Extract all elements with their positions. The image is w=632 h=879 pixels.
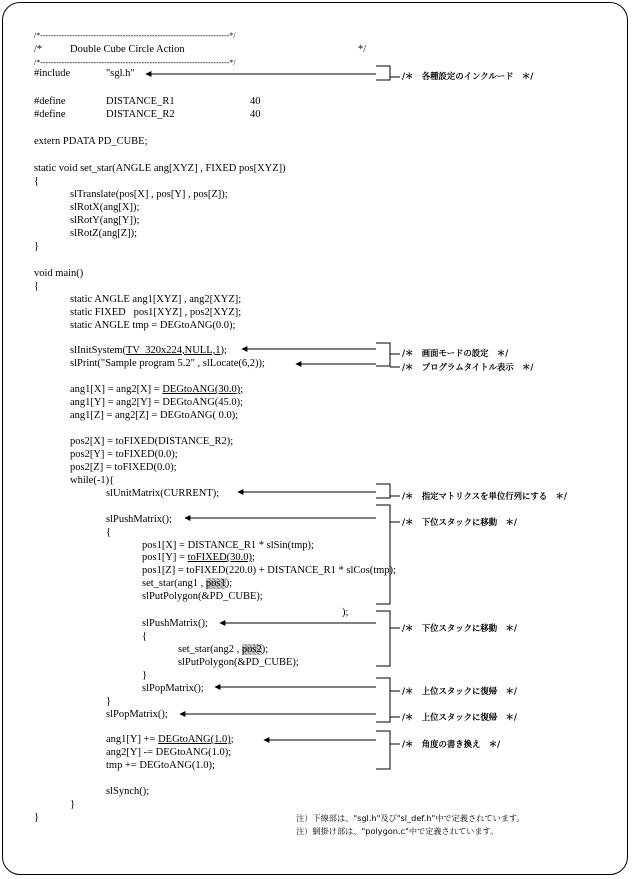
code-line: } bbox=[34, 241, 40, 252]
header-comment-close: */ bbox=[358, 44, 367, 55]
annotation-init: /＊ 画面モードの設定 ＊/ bbox=[402, 348, 509, 358]
define2-keyword: #define bbox=[34, 109, 66, 120]
annotation-print: /＊ プログラムタイトル表示 ＊/ bbox=[402, 362, 534, 372]
code-line: slPutPolygon(&PD_CUBE); bbox=[142, 591, 263, 602]
code-line: static void set_star(ANGLE ang[XYZ] , FIXED pos[XYZ]) bbox=[34, 163, 286, 174]
annotation-push2: /＊ 下位スタックに移動 ＊/ bbox=[402, 623, 517, 633]
code-line: ang1[Z] = ang2[Z] = DEGtoANG( 0.0); bbox=[70, 410, 239, 421]
code-line: pos1[X] = DISTANCE_R1 * slSin(tmp); bbox=[142, 540, 314, 551]
code-line: pos2[Y] = toFIXED(0.0); bbox=[70, 449, 178, 460]
init-system-call: slInitSystem( bbox=[70, 345, 127, 356]
code-line: slTranslate(pos[X] , pos[Y] , pos[Z]); bbox=[70, 189, 228, 200]
code-line: ang1[Y] = ang2[Y] = DEGtoANG(45.0); bbox=[70, 397, 244, 408]
code-line: } bbox=[106, 696, 112, 707]
stray-close: ); bbox=[342, 607, 349, 618]
pop-matrix-line: slPopMatrix(); bbox=[106, 709, 168, 720]
pos1-y-line: pos1[Y] = toFIXED(30.0); bbox=[142, 552, 255, 563]
while-line: while(-1){ bbox=[70, 475, 115, 486]
define1-value: 40 bbox=[250, 96, 261, 107]
annotation-unit: /＊ 指定マトリクスを単位行列にする ＊/ bbox=[402, 491, 567, 501]
pop-matrix-line: slPopMatrix(); bbox=[142, 683, 204, 694]
push2-callout-bracket bbox=[376, 611, 390, 666]
init-system-end: ); bbox=[220, 345, 227, 356]
set-star2-line: set_star(ang2 , pos2); bbox=[178, 644, 269, 655]
synch-line: slSynch(); bbox=[106, 786, 150, 797]
code-line: pos2[Z] = toFIXED(0.0); bbox=[70, 462, 177, 473]
code-line: { bbox=[142, 631, 148, 642]
print-line: slPrint("Sample program 5.2" , slLocate(6,2)); bbox=[70, 358, 265, 369]
ang-x-underlined: DEGtoANG(30.0) bbox=[162, 384, 241, 395]
main-signature: void main() bbox=[34, 268, 84, 279]
pos1-y-underlined: toFIXED(30.0) bbox=[187, 552, 253, 563]
annotation-angle: /＊ 角度の書き換え ＊/ bbox=[402, 739, 501, 749]
page-title: Double Cube Circle Action bbox=[70, 44, 185, 55]
push-matrix-line: slPushMatrix(); bbox=[106, 514, 172, 525]
init-system-line bbox=[70, 345, 227, 357]
code-line: pos1[Z] = toFIXED(220.0) + DISTANCE_R1 * slCos(tmp); bbox=[142, 565, 396, 576]
code-line: slRotX(ang[X]); bbox=[70, 202, 140, 213]
code-line: tmp += DEGtoANG(1.0); bbox=[106, 760, 215, 771]
code-line: ang2[Y] -= DEGtoANG(1.0); bbox=[106, 747, 232, 758]
annotation-push1: /＊ 下位スタックに移動 ＊/ bbox=[402, 517, 517, 527]
include-keyword: #include bbox=[34, 68, 71, 79]
define1-keyword: #define bbox=[34, 96, 66, 107]
code-line: static ANGLE ang1[XYZ] , ang2[XYZ]; bbox=[70, 294, 242, 305]
include-file: "sgl.h" bbox=[106, 68, 135, 79]
push-matrix-line: slPushMatrix(); bbox=[142, 618, 208, 629]
code-line: slPutPolygon(&PD_CUBE); bbox=[178, 657, 299, 668]
ang-x-line: ang1[X] = ang2[X] = DEGtoANG(30.0); bbox=[70, 384, 244, 395]
code-line: pos2[X] = toFIXED(DISTANCE_R2); bbox=[70, 436, 234, 447]
ang1-underlined: DEGtoANG(1.0) bbox=[158, 734, 231, 745]
define2-name: DISTANCE_R2 bbox=[106, 109, 175, 120]
define1-name: DISTANCE_R1 bbox=[106, 96, 175, 107]
ang1-update-line: ang1[Y] += DEGtoANG(1.0); bbox=[106, 734, 234, 745]
include-callout-bracket bbox=[376, 66, 390, 80]
unit-callout-bracket bbox=[376, 484, 390, 498]
code-line: { bbox=[34, 176, 40, 187]
set-star1-line: set_star(ang1 , pos1); bbox=[142, 578, 233, 589]
header-rule-bottom: /*-----------------------------------------------------------------------*/ bbox=[34, 58, 236, 67]
define2-value: 40 bbox=[250, 109, 261, 120]
annotation-pop1: /＊ 上位スタックに復帰 ＊/ bbox=[402, 712, 517, 722]
code-line: } bbox=[70, 799, 76, 810]
code-line: { bbox=[34, 281, 40, 292]
annotation-pop2: /＊ 上位スタックに復帰 ＊/ bbox=[402, 686, 517, 696]
note-hatched: 注）網掛け部は、"polygon.c"中で定義されています。 bbox=[296, 826, 499, 836]
pop2-callout-bracket bbox=[376, 678, 390, 722]
code-line: static ANGLE tmp = DEGtoANG(0.0); bbox=[70, 320, 236, 331]
push1-callout-bracket bbox=[376, 505, 390, 604]
unit-matrix-line: slUnitMatrix(CURRENT); bbox=[106, 488, 220, 499]
note-underline: 注）下線部は、"sgl.h"及び"sl_def.h"中で定義されています。 bbox=[296, 813, 525, 823]
code-line: static FIXED pos1[XYZ] , pos2[XYZ]; bbox=[70, 307, 242, 318]
header-rule-top: /*-----------------------------------------------------------------------*/ bbox=[34, 31, 236, 40]
code-line: } bbox=[142, 670, 148, 681]
pos1-hatched: pos1 bbox=[205, 578, 226, 589]
annotation-include: /＊ 各種設定のインクルード ＊/ bbox=[402, 71, 534, 81]
code-line: } bbox=[34, 812, 40, 823]
angle-callout-bracket bbox=[376, 731, 390, 769]
init-system-args: TV_320x224,NULL,1 bbox=[126, 345, 221, 356]
pos2-hatched: pos2 bbox=[241, 644, 262, 655]
header-comment-open: /* bbox=[34, 44, 43, 55]
extern-declaration: extern PDATA PD_CUBE; bbox=[34, 136, 148, 147]
code-line: { bbox=[106, 527, 112, 538]
code-line: slRotY(ang[Y]); bbox=[70, 215, 140, 226]
init-callout-bracket bbox=[376, 343, 390, 366]
code-line: slRotZ(ang[Z]); bbox=[70, 228, 138, 239]
